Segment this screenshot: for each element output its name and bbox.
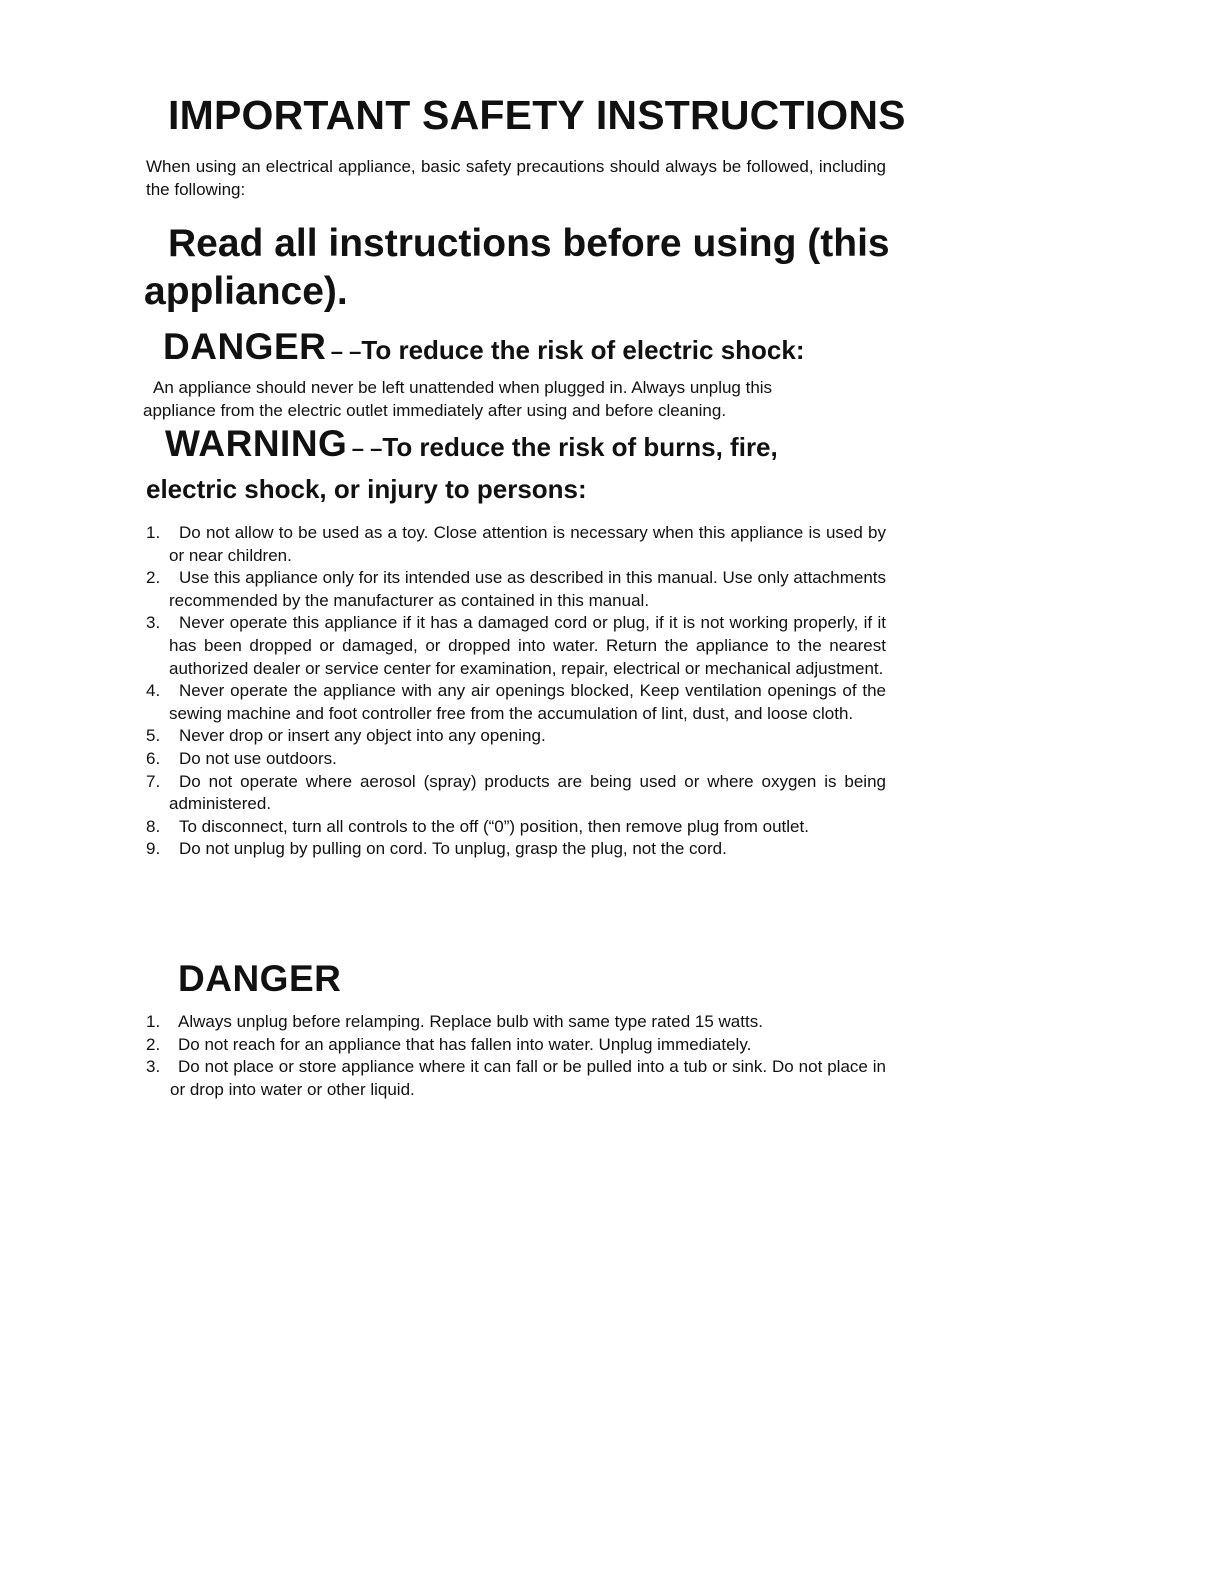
read-all-line-1: Read all instructions before using (this <box>168 222 890 265</box>
list-item <box>146 748 886 771</box>
item-text: Never operate the appliance with any air openings blocked, Keep ventilation openings of the sewing machine and foot controller free from the accumulation of lint, dust, and loose cloth. <box>169 681 886 723</box>
item-number: 2. <box>146 1034 161 1054</box>
danger-body-line-2: appliance from the electric outlet immediately after using and before cleaning. <box>143 401 727 420</box>
item-text: Do not unplug by pulling on cord. To unplug, grasp the plug, not the cord. <box>179 839 727 859</box>
list-item <box>146 816 886 839</box>
intro-paragraph: When using an electrical appliance, basic safety precautions should always be followed, including the following: <box>146 157 886 199</box>
page-title: IMPORTANT SAFETY INSTRUCTIONS <box>168 92 906 138</box>
warning-heading <box>165 423 778 465</box>
item-number: 9. <box>146 839 161 859</box>
item-number: 4. <box>146 681 161 701</box>
item-number: 1. <box>146 1012 161 1031</box>
item-text: Do not use outdoors. <box>179 748 337 768</box>
item-text: Always unplug before relamping. Replace bulb with same type rated 15 watts. <box>178 1012 763 1031</box>
danger-word: DANGER <box>163 326 327 367</box>
read-all-line-2: appliance). <box>144 270 348 313</box>
danger-dash: – – <box>330 339 362 364</box>
warning-dash: – – <box>351 436 383 461</box>
item-text: Do not reach for an appliance that has fallen into water. Unplug immediately. <box>178 1034 752 1054</box>
list-item <box>146 680 886 725</box>
item-text: Do not operate where aerosol (spray) products are being used or where oxygen is being administered. <box>169 771 886 814</box>
item-number: 8. <box>146 816 161 836</box>
warning-subtitle-line-1: To reduce the risk of burns, fire, <box>382 432 778 462</box>
list-item <box>146 522 886 567</box>
warning-list <box>146 522 886 861</box>
list-item <box>146 1056 886 1101</box>
item-number: 5. <box>146 726 161 746</box>
list-item <box>146 567 886 612</box>
danger-2-list <box>146 1011 886 1101</box>
list-item <box>146 838 886 861</box>
item-text: Do not allow to be used as a toy. Close attention is necessary when this appliance is used by or near children. <box>169 523 886 565</box>
danger-subtitle: To reduce the risk of electric shock: <box>361 335 805 365</box>
list-item <box>146 612 886 680</box>
item-text: To disconnect, turn all controls to the off (“0”) position, then remove plug from outlet. <box>179 816 809 836</box>
list-item <box>146 771 886 816</box>
item-number: 2. <box>146 568 161 588</box>
item-text: Do not place or store appliance where it can fall or be pulled into a tub or sink. Do not place in or drop into water or other liquid. <box>170 1057 886 1099</box>
item-number: 3. <box>146 613 161 633</box>
item-number: 6. <box>146 748 161 768</box>
item-text: Never operate this appliance if it has a damaged cord or plug, if it is not working properly, if it has been dropped or damaged, or dropped into water. Return the appliance to the nearest authorized dealer or service center for examination, repair, electrical or mechanical adjustment. <box>169 613 886 678</box>
list-item <box>146 725 886 748</box>
list-item <box>146 1034 886 1057</box>
item-text: Use this appliance only for its intended use as described in this manual. Use only attachments recommended by the manufacturer as contained in this manual. <box>169 568 886 610</box>
read-all-heading <box>144 220 904 316</box>
danger-2-heading: DANGER <box>178 958 342 999</box>
list-item <box>146 1011 886 1034</box>
danger-heading <box>163 326 805 368</box>
item-number: 3. <box>146 1057 161 1077</box>
item-text: Never drop or insert any object into any opening. <box>179 726 546 746</box>
item-number: 7. <box>146 771 161 791</box>
danger-body <box>143 376 885 422</box>
danger-body-line-1: An appliance should never be left unattended when plugged in. Always unplug this <box>153 378 773 397</box>
item-number: 1. <box>146 523 161 542</box>
warning-word: WARNING <box>165 423 348 464</box>
warning-subtitle-line-2: electric shock, or injury to persons: <box>146 474 587 504</box>
